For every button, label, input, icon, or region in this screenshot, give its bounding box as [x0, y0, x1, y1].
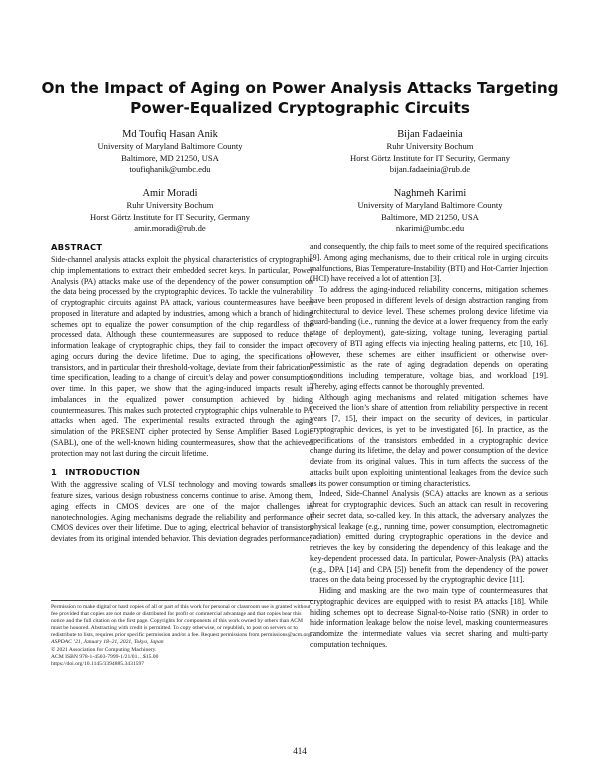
- author-email: bijan.fadaeinia@rub.de: [389, 164, 471, 175]
- introduction-paragraph: Hiding and masking are the two main type of countermeasures that cryptographic devices are equipped with to resist PA attacks [18]. While hiding schemes opt to decrease Signal-to-Noise ratio (SNR) in order to hide information leakage below the noise level, masking countermeasures randomize the intermediate values via secret sharing and multi-party computation techniques.: [310, 586, 548, 649]
- author-location: Baltimore, MD 21250, USA: [381, 211, 479, 222]
- permission-notice: Permission to make digital or hard copies of all or part of this work for personal or classroom use is granted without fee provided that copies are not made or distributed for profit or commercial advantage and that copies bear this notice and the full citation on the first page. Copyrights for components of this work owned by others than ACM must be honored. Abstracting with credit is permitted. To copy otherwise, or republish, to post on servers or to redistribute to lists, requires prior specific permission and/or a fee. Request permissions from permissions@acm.org.: [51, 604, 313, 639]
- author-affiliation: University of Maryland Baltimore County: [97, 141, 243, 151]
- right-column: [310, 242, 548, 651]
- introduction-paragraph: Although aging mechanisms and related mitigation schemes have received the lion’s share of attention from reliability perspective in recent years [7, 15], their impact on the security of devices, in particular cryptographic devices, is yet to be investigated [6]. In practice, as the specifications of the transistors embedded in a cryptographic device change during its lifetime, the delay and power consumption of the device deviate from its original values. This in turn affects the success of the attacks built upon exploiting unintentional leakages from the device such as its power consumption or timing characteristics.: [310, 392, 548, 488]
- publication-metadata: [51, 639, 313, 667]
- page-number: 414: [293, 746, 307, 756]
- doi-link[interactable]: https://doi.org/10.1145/3394885.3431597: [51, 660, 145, 667]
- author-name: Naghmeh Karimi: [393, 188, 467, 199]
- introduction-paragraph: and consequently, the chip fails to meet some of the required specifications [9]. Among aging mechanisms, due to their critical role in urging circuits malfunctions, Bias Temperature-Instability (BTI) and Hot-Carrier Injection (HCI) have received a lot of attention [3].: [310, 242, 548, 284]
- author-block-2: [300, 128, 560, 176]
- author-block-3: [40, 187, 300, 235]
- author-name: Md Toufiq Hasan Anik: [122, 129, 218, 140]
- author-block-4: [300, 187, 560, 235]
- conference-info: ASPDAC ’21, January 18–21, 2021, Tokyo, Japan: [51, 639, 164, 646]
- left-column: [51, 242, 313, 545]
- section-title: INTRODUCTION: [65, 467, 141, 478]
- author-location: Horst Görtz Institute for IT Security, Germany: [350, 152, 510, 163]
- author-location: Baltimore, MD 21250, USA: [121, 152, 219, 163]
- author-affiliation: Ruhr University Bochum: [126, 200, 214, 210]
- author-name: Bijan Fadaeinia: [397, 129, 463, 140]
- paper-title-line-2: Power-Equalized Cryptographic Circuits: [130, 99, 470, 117]
- introduction-paragraph: To address the aging-induced reliability concerns, mitigation schemes have been proposed in different levels of design abstraction ranging from architectural to device level. These schemes prolong device lifetime via guard-banding (i.e., running the device at a lower frequency from the early stage of deployment), gate-sizing, voltage tuning, leveraging partial recovery of BTI aging effects via injecting healing patterns, etc [10, 16]. However, these schemes are either insufficient or otherwise over-pessimistic as the rate of aging degradation depends on operating conditions including temperature, voltage bias, and workload [19]. Thereby, aging effects cannot be thoroughly prevented.: [310, 285, 548, 391]
- author-affiliation: University of Maryland Baltimore County: [357, 200, 503, 210]
- introduction-paragraph: With the aggressive scaling of VLSI technology and moving towards smaller feature sizes, various design robustness concerns continue to arise. Among them, aging effects in CMOS devices are one of the major challenges in nanotechnologies. Aging mechanisms degrade the reliability and performance of CMOS devices over their lifetime. Due to aging, electrical behavior of transistors deviates from its original intended behavior. This deviation degrades performance;: [51, 480, 313, 543]
- author-name: Amir Moradi: [142, 188, 198, 199]
- author-block-1: [40, 128, 300, 176]
- section-number: 1: [51, 467, 58, 478]
- paper-title: [30, 78, 570, 118]
- copyright-line: © 2021 Association for Computing Machinery.: [51, 646, 157, 653]
- author-email: amir.moradi@rub.de: [134, 223, 206, 234]
- footnote-rule: [51, 600, 313, 601]
- author-location: Horst Görtz Institute for IT Security, Germany: [90, 211, 250, 222]
- paper-title-line-1: On the Impact of Aging on Power Analysis Attacks Targeting: [41, 79, 559, 97]
- author-affiliation: Ruhr University Bochum: [386, 141, 474, 151]
- author-email: nkarimi@umbc.edu: [395, 223, 465, 234]
- introduction-heading: [51, 467, 313, 478]
- author-email: toufiqhanik@umbc.edu: [129, 164, 211, 175]
- abstract-text: Side-channel analysis attacks exploit the physical characteristics of cryptographic chip implementations to extract their embedded secret keys. In particular, Power Analysis (PA) attacks make use of the dependency of the power consumption on the data being processed by the cryptographic devices. To tackle the vulnerability of cryptographic circuits against PA attack, various countermeasures have been proposed in literature and adapted by industries, among which a branch of hiding schemes opt to equalize the power consumption of the chip regardless of the processed data. Although these countermeasures are supposed to reduce the information leakage of cryptographic chips, they fail to consider the impact of aging occurs during the device lifetime. Due to aging, the specifications of transistors, and in particular their threshold-voltage, deviate from their fabrication-time specification, leading to a change of circuit’s delay and power consumption over time. In this paper, we show that the aging-induced impacts result in imbalances in the equalized power consumption achieved by hiding countermeasures. This makes such protected cryptographic chips vulnerable to PA attacks when aged. The experimental results extracted through the aging simulation of the PRESENT cipher protected by Sense Amplifier Based Logic (SABL), one of the well-known hiding countermeasures, show that the achieved protection may not last during the circuit lifetime.: [51, 255, 313, 458]
- introduction-paragraph: Indeed, Side-Channel Analysis (SCA) attacks are known as a serious threat for cryptographic devices. Such an attack can result in recovering their secret data, so-called key. In this attack, the adversary analyzes the physical leakage (e.g., running time, power consumption, electromagnetic radiation) emitted during cryptographic operations in the device and retrieves the key by considering the dependency of this leakage and the key-dependent processed data. In particular, Power-Analysis (PA) attacks (e.g., DPA [14] and CPA [5]) benefit from the dependency of the power traces on the data being processed by the cryptographic device [11].: [310, 489, 548, 585]
- isbn-line: ACM ISBN 978-1-4503-7999-1/21/01…$15.00: [51, 653, 159, 660]
- permission-block: [51, 600, 313, 668]
- abstract-heading: ABSTRACT: [51, 242, 103, 252]
